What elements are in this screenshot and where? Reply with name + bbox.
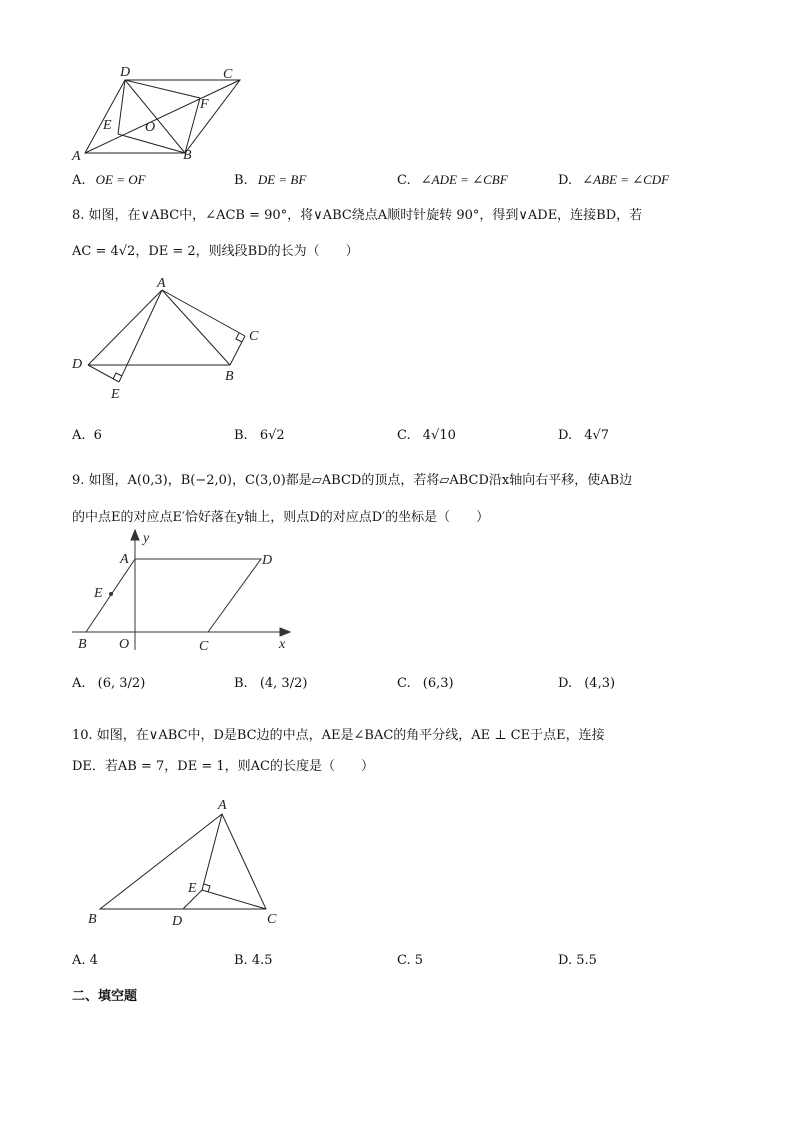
q8-option-a[interactable] (72, 428, 102, 443)
q8-label-c: C (249, 329, 259, 344)
q7-option-c[interactable] (397, 172, 508, 188)
q8-option-c-text: 4√10 (422, 428, 456, 443)
q8-option-b-text: 6√2 (259, 428, 285, 443)
q8-segment-ad (88, 290, 162, 365)
q10-option-b-text: 4.5 (251, 953, 273, 968)
q10-segment-ae (202, 814, 222, 890)
q10-label-e: E (188, 881, 197, 896)
q8-option-d[interactable] (558, 428, 609, 443)
q8-stem-line2: AC = 4√2，DE = 2，则线段BD的长为（ ） (72, 244, 359, 259)
q7-option-d-letter: D. (558, 173, 573, 188)
q8-option-c-letter: C. (397, 428, 411, 443)
q9-stem-line1: 9. 如图，A(0,3)，B(−2,0)，C(3,0)都是▱ABCD的顶点，若将▱ABCD沿x轴向右平移，使AB边 (72, 473, 633, 488)
q10-option-c[interactable] (397, 953, 423, 968)
q7-segment-df (125, 80, 200, 98)
q10-option-b[interactable] (234, 953, 273, 968)
q9-option-d-letter: D. (558, 676, 573, 691)
q8-option-c[interactable] (397, 428, 456, 443)
q7-figure (60, 58, 260, 168)
q9-label-d: D (262, 553, 273, 568)
q7-option-a[interactable] (72, 172, 146, 188)
q8-option-b[interactable] (234, 428, 285, 443)
q9-option-b[interactable] (234, 676, 307, 691)
q8-option-d-letter: D. (558, 428, 573, 443)
q7-option-a-letter: A. (72, 173, 86, 188)
q7-option-b-text: DE = BF (257, 172, 307, 187)
q9-x-axis-arrow (280, 628, 290, 636)
q10-label-a: A (218, 798, 227, 813)
q7-segment-eb (118, 134, 185, 153)
q10-option-d[interactable] (558, 953, 597, 968)
q8-segment-ae (119, 290, 162, 382)
q9-label-y: y (143, 531, 150, 546)
q7-option-d[interactable] (558, 172, 669, 188)
q10-segment-ec (202, 890, 266, 909)
q8-stem-line1: 8. 如图，在∨ABC中，∠ACB = 90°，将∨ABC绕点A顺时针旋转 90°，得到∨ADE，连接BD，若 (72, 208, 643, 223)
q8-figure (65, 276, 285, 406)
q7-diagonal-bd (125, 80, 185, 153)
q7-label-e: E (103, 118, 112, 133)
q9-figure (68, 526, 308, 656)
q10-option-d-text: 5.5 (576, 953, 597, 968)
q10-label-d: D (172, 914, 183, 929)
q7-option-b[interactable] (234, 172, 306, 188)
q8-option-a-text: 6 (93, 428, 102, 443)
q9-option-b-letter: B. (234, 676, 248, 691)
q9-option-a[interactable] (72, 676, 145, 691)
q9-label-e: E (94, 586, 103, 601)
q7-option-d-text: ∠ABE = ∠CDF (582, 172, 670, 187)
q9-point-e (109, 592, 113, 596)
q10-option-a-text: 4 (89, 953, 98, 968)
q9-option-d[interactable] (558, 676, 615, 691)
q7-label-a: A (72, 149, 81, 164)
q9-label-c: C (199, 639, 209, 654)
q7-option-b-letter: B. (234, 173, 248, 188)
q7-diagonal-ac (85, 80, 240, 153)
q7-segment-de (118, 80, 125, 134)
q7-label-f: F (200, 97, 209, 112)
q10-option-c-text: 5 (414, 953, 424, 968)
section-heading-fill-in: 二、填空题 (72, 989, 138, 1004)
q7-label-d: D (120, 65, 131, 80)
q10-stem-line2: DE．若AB = 7，DE = 1，则AC的长度是（ ） (72, 759, 374, 774)
q9-label-o: O (119, 637, 130, 652)
q8-option-b-letter: B. (234, 428, 248, 443)
q8-label-e: E (111, 387, 120, 402)
q9-option-c-text: (6,3) (422, 676, 454, 691)
q10-option-a[interactable] (72, 953, 98, 968)
q10-option-b-letter: B. (234, 953, 248, 968)
q9-y-axis-arrow (131, 530, 139, 540)
q8-label-b: B (225, 369, 234, 384)
q9-option-d-text: (4,3) (584, 676, 616, 691)
q7-option-c-text: ∠ADE = ∠CBF (420, 172, 508, 187)
q9-label-b: B (78, 637, 87, 652)
q10-label-c: C (267, 912, 277, 927)
q9-option-a-letter: A. (72, 676, 86, 691)
q10-stem-line1: 10. 如图，在∨ABC中，D是BC边的中点，AE是∠BAC的角平分线，AE ⊥ CE于点E，连接 (72, 728, 605, 743)
q7-label-o: O (145, 120, 156, 135)
q7-option-a-text: OE = OF (95, 172, 146, 187)
q10-triangle-abc (100, 814, 266, 909)
q8-label-a: A (157, 276, 166, 291)
q10-label-b: B (88, 912, 97, 927)
q8-option-a-letter: A. (72, 428, 86, 443)
q7-label-b: B (183, 148, 192, 163)
q10-figure (80, 792, 300, 932)
q10-option-c-letter: C. (397, 953, 411, 968)
q8-segment-de (88, 365, 119, 382)
q9-option-b-text: (4, 3/2) (259, 676, 308, 691)
q7-label-c: C (223, 67, 233, 82)
q8-segment-cb (230, 336, 245, 365)
q7-segment-fb (185, 98, 200, 153)
q8-option-d-text: 4√7 (584, 428, 610, 443)
q9-option-a-text: (6, 3/2) (97, 676, 146, 691)
q9-option-c-letter: C. (397, 676, 411, 691)
q8-segment-ab (162, 290, 230, 365)
q10-option-d-letter: D. (558, 953, 573, 968)
q10-option-a-letter: A. (72, 953, 86, 968)
q9-option-c[interactable] (397, 676, 454, 691)
q9-stem-line2: 的中点E的对应点E′恰好落在y轴上，则点D的对应点D′的坐标是（ ） (72, 510, 490, 525)
q9-label-a: A (120, 552, 129, 567)
q8-segment-ac (162, 290, 245, 336)
q9-label-x: x (279, 637, 286, 652)
q7-option-c-letter: C. (397, 173, 411, 188)
q8-label-d: D (72, 357, 83, 372)
